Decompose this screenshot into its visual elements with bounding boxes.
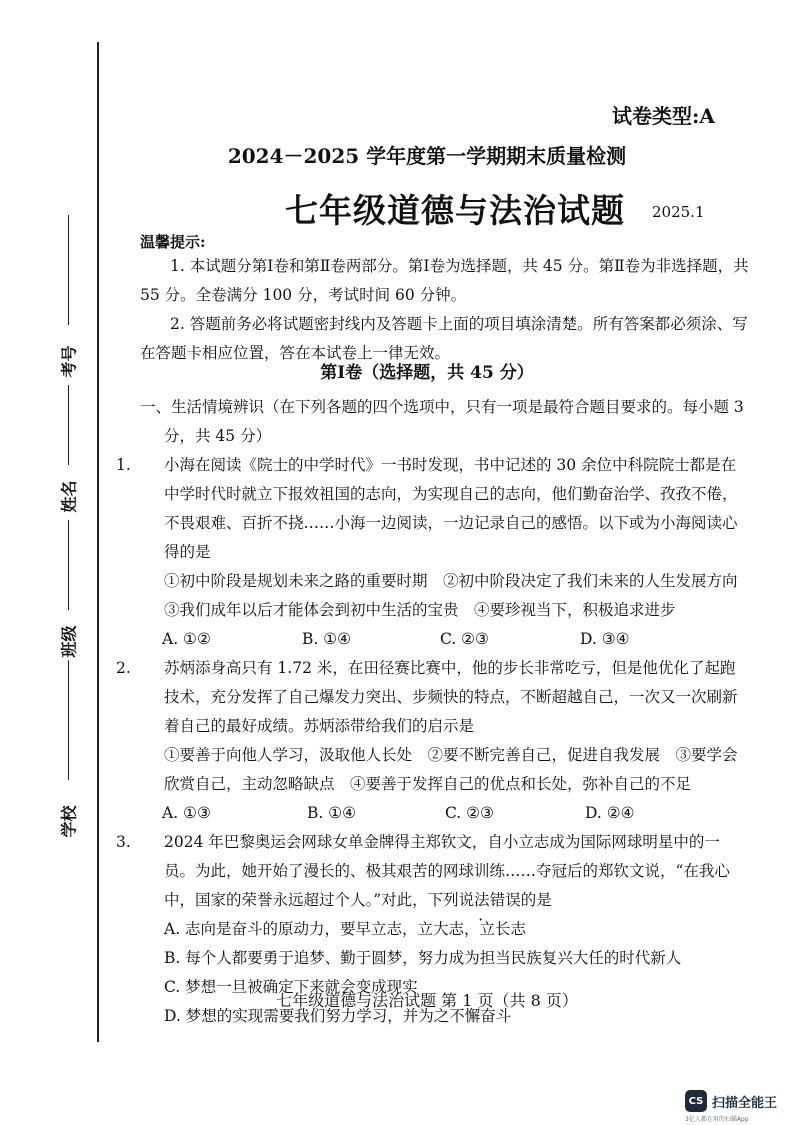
notice-item: 2. 答题前务必将试题密封线内及答题卡上面的项目填涂清楚。所有答案都必须涂、写在答题卡相应位置，答在本试卷上一律无效。 xyxy=(140,315,748,362)
school-line xyxy=(68,660,69,780)
binding-rule xyxy=(97,42,99,1042)
question-stem: 苏炳添身高只有 1.72 米，在田径赛比赛中，他的步长非常吃亏，但是他优化了起跑技术，充分发挥了自己爆发力突出、步频快的特点，不断超越自己，一次又一次刷新着自己的最好成绩。苏炳添带给我们的启示是 xyxy=(164,659,738,735)
option-a: A. ①③ xyxy=(162,804,211,822)
page-title: 七年级道德与法治试题 xyxy=(285,191,625,230)
notice-item: 1. 本试题分第Ⅰ卷和第Ⅱ卷两部分。第Ⅰ卷为选择题，共 45 分。第Ⅱ卷为非选择题，共 55 分。全卷满分 100 分，考试时间 60 分钟。 xyxy=(140,257,749,304)
question-statements: ①要善于向他人学习，汲取他人长处 ②要不断完善自己，促进自我发展 ③要学会欣赏自己，主动忽略缺点 ④要善于发挥自己的优点和长处，弥补自己的不足 xyxy=(164,746,738,793)
question-1 xyxy=(116,451,750,567)
exam-number-line xyxy=(68,215,69,325)
question-stem-end: 的是 xyxy=(520,891,552,909)
option-a: A. ①② xyxy=(162,630,211,648)
watermark-name: 扫描全能王 xyxy=(712,1095,778,1111)
camscanner-logo-icon: CS xyxy=(685,1090,707,1112)
question-number: 3. xyxy=(116,833,131,851)
question-options xyxy=(140,799,750,828)
paper-type: 试卷类型:A xyxy=(612,104,715,128)
question-number: 1. xyxy=(116,456,131,474)
class-line xyxy=(68,520,69,610)
section-instruction: 一、生活情境辨识（在下列各题的四个选项中，只有一项是最符合题目要求的。每小题 3 分，共 45 分） xyxy=(140,398,744,445)
option-b: B. ①④ xyxy=(307,804,357,822)
option-d: D. 梦想的实现需要我们努力学习，并为之不懈奋斗 xyxy=(164,1007,512,1025)
option-d: D. ③④ xyxy=(580,630,630,648)
option-c: C. ②③ xyxy=(445,804,494,822)
question-emphasis: 错误 xyxy=(489,891,521,909)
notice-title: 温馨提示: xyxy=(140,233,206,251)
scanner-watermark xyxy=(685,1090,777,1112)
question-stem: 小海在阅读《院士的中学时代》一书时发现，书中记述的 30 余位中科院院士都是在中学时代时就立下报效祖国的志向，为实现自己的志向，他们勤奋治学、孜孜不倦，不畏艰难、百折不挠……小海一边阅读，一边记录自己的感悟。以下或为小海阅读心得的是 xyxy=(164,456,738,561)
sidebar-label-class: 班级 xyxy=(59,625,79,658)
option-d: D. ②④ xyxy=(585,804,635,822)
sidebar-label-name: 姓名 xyxy=(59,480,79,513)
option-b: B. 每个人都要勇于追梦、勤于圆梦，努力成为担当民族复兴大任的时代新人 xyxy=(164,949,682,967)
question-stem: 2024 年巴黎奥运会网球女单金牌得主郑钦文，自小立志成为国际网球明星中的一员。为此，她开始了漫长的、极其艰苦的网球训练……夺冠后的郑钦文说，“在我心中，国家的荣誉永远超过个人。”对此，下列说法 xyxy=(164,833,730,909)
exam-date: 2025.1 xyxy=(652,203,705,221)
question-3 xyxy=(116,828,750,915)
page-footer: 七年级道德与法治试题 第 1 页（共 8 页） xyxy=(276,991,578,1010)
option-c: C. 梦想一旦被确定下来就会变成现实 xyxy=(164,978,418,996)
option-a: A. 志向是奋斗的原动力，要早立志，立大志，立长志 xyxy=(164,920,527,938)
question-number: 2. xyxy=(116,659,131,677)
watermark-tagline: 3亿人都在用的扫描App xyxy=(685,1116,749,1123)
option-b: B. ①④ xyxy=(302,630,352,648)
questions xyxy=(116,393,754,1031)
question-2 xyxy=(116,654,750,741)
exam-subtitle: 2024－2025 学年度第一学期期末质量检测 xyxy=(227,144,627,168)
sidebar-label-exam-number: 考号 xyxy=(59,345,79,378)
sidebar-label-school: 学校 xyxy=(59,805,79,838)
question-statements: ①初中阶段是规划未来之路的重要时期 ②初中阶段决定了我们未来的人生发展方向 ③我们成年以后才能体会到初中生活的宝贵 ④要珍视当下，积极追求进步 xyxy=(164,572,754,619)
option-c: C. ②③ xyxy=(440,630,489,648)
name-line xyxy=(68,385,69,465)
question-options xyxy=(140,625,750,654)
section-title: 第Ⅰ卷（选择题，共 45 分） xyxy=(320,363,534,383)
notice xyxy=(140,252,750,368)
